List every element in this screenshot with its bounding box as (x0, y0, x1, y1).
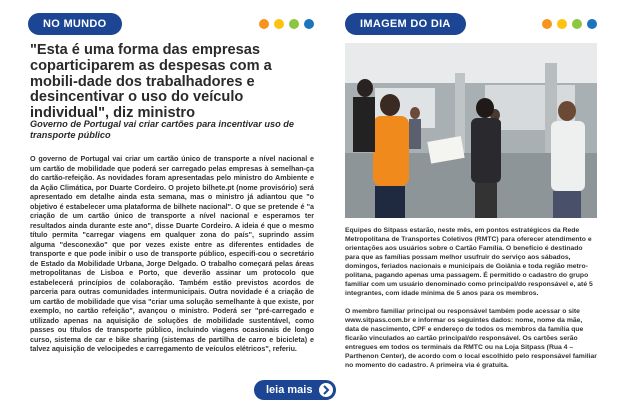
caption-paragraph-1: Equipes do Sitpass estarão, neste mês, em pontos estratégicos da Rede Metropolitana de Transportes Coletivos (RMTC) para oferecer atendimento e orientações aos usuários sobre o Cartão Família. O benefício é destinado para que as famílias possam melhor usufruir do serviço aos sábados, domingos, feriados nacionais e municipais de Goiânia e toda região metro-politana, pagando apenas uma passagem. É permitido o cadastro do grupo familiar com um usuário denominado como principal/do responsável e, até 5 integrantes, com idade mínima de 5 anos para os membros. (345, 227, 593, 297)
section-header (28, 13, 314, 35)
article-subtitle: Governo de Portugal vai criar cartões para incentivar uso de transporte público (30, 119, 294, 140)
photo-caption (345, 226, 597, 379)
read-more-label: leia mais (266, 384, 313, 396)
photo-people-bus-terminal (345, 43, 597, 218)
dot-green-icon (572, 19, 582, 29)
dot-yellow-icon (274, 19, 284, 29)
dot-orange-icon (259, 19, 269, 29)
decorative-dots (259, 19, 314, 29)
caption-paragraph-2: O membro familiar principal ou responsável também pode acessar o site www.sitpass.com.br e informar os seguintes dados: nome, nome da mãe, data de nascimento, CPF e endereço de todos os membros da família que ficarão vinculados ao cartão principal/do responsável. Os cartões serão entregues em todos os terminais da RMTC ou na Loja Sitpass (Rua 4 – Parthenon Center), de acordo com o local escolhido pelo responsável familiar no momento do cadastro. A primeira via é gratuita. (345, 308, 597, 369)
dot-green-icon (289, 19, 299, 29)
dot-orange-icon (542, 19, 552, 29)
dot-yellow-icon (557, 19, 567, 29)
read-more-button[interactable] (254, 380, 336, 400)
section-label: IMAGEM DO DIA (345, 13, 466, 35)
section-header (345, 13, 597, 35)
article-body: O governo de Portugal vai criar um cartão único de transporte a nível nacional e um cartão de mobilidade que poderá ser carregado pelas empresas à semelhan-ça do cartão-refeição. As novidades foram apresentadas pelo ministro do Ambiente e da Ação Climática, por Duarte Cordeiro. O projeto bilhete.pt (nome provisório) será apresentado em detalhe ainda esta semana, mas o ministro já adiantou que "o objetivo é estabelecer uma plataforma de bilhete nacional". O que se pretende é "a criação de um cartão único de transporte a nível nacional e esperamos ter resultados ainda durante este ano", disse Duarte Cordeiro. A ideia é que o mesmo título permita "carregar viagens em qualquer zona do país", suprindo assim alguma "desconexão" que por vezes existe entre as diferentes entidades de transporte e que pode inibir o uso de transporte público, especifi-cou o secretário de Estado da Mobilidade Urbana, Jorge Delgado. O trabalho começará pelas áreas metropolitanas de Lisboa e Porto, que deverão assinar um protocolo que estabelecerá princípios de colaboração. Também estão previstos acordos de parceria para outras comunidades intermunicipais. Outra novidade é a criação de um cartão de mobilidade que visa "criar uma solução semelhante à que existe, por exemplo, no cartão refeição", avançou o ministro. Poderá ser "pré-carregado e utilizado apenas na aquisição de soluções de mobilidade sustentável, como passes ou títulos de transporte público, incluindo viagens ocasionais de longo curso, sistema de car e bike sharing (sistemas de partilha de carro e bicicleta) e talvez aquisição de velocipedes e carregamento de veículos elétricos", referiu. (30, 155, 314, 353)
photo-illustration (345, 43, 597, 218)
dot-blue-icon (304, 19, 314, 29)
chevron-right-icon (319, 383, 333, 397)
section-label: NO MUNDO (28, 13, 122, 35)
decorative-dots (542, 19, 597, 29)
article-headline: "Esta é uma forma das empresas coparticiparem as despesas com a mobili-dade dos trabalhadores e desincentivar o uso do veículo individual", diz ministro (30, 42, 272, 122)
dot-blue-icon (587, 19, 597, 29)
